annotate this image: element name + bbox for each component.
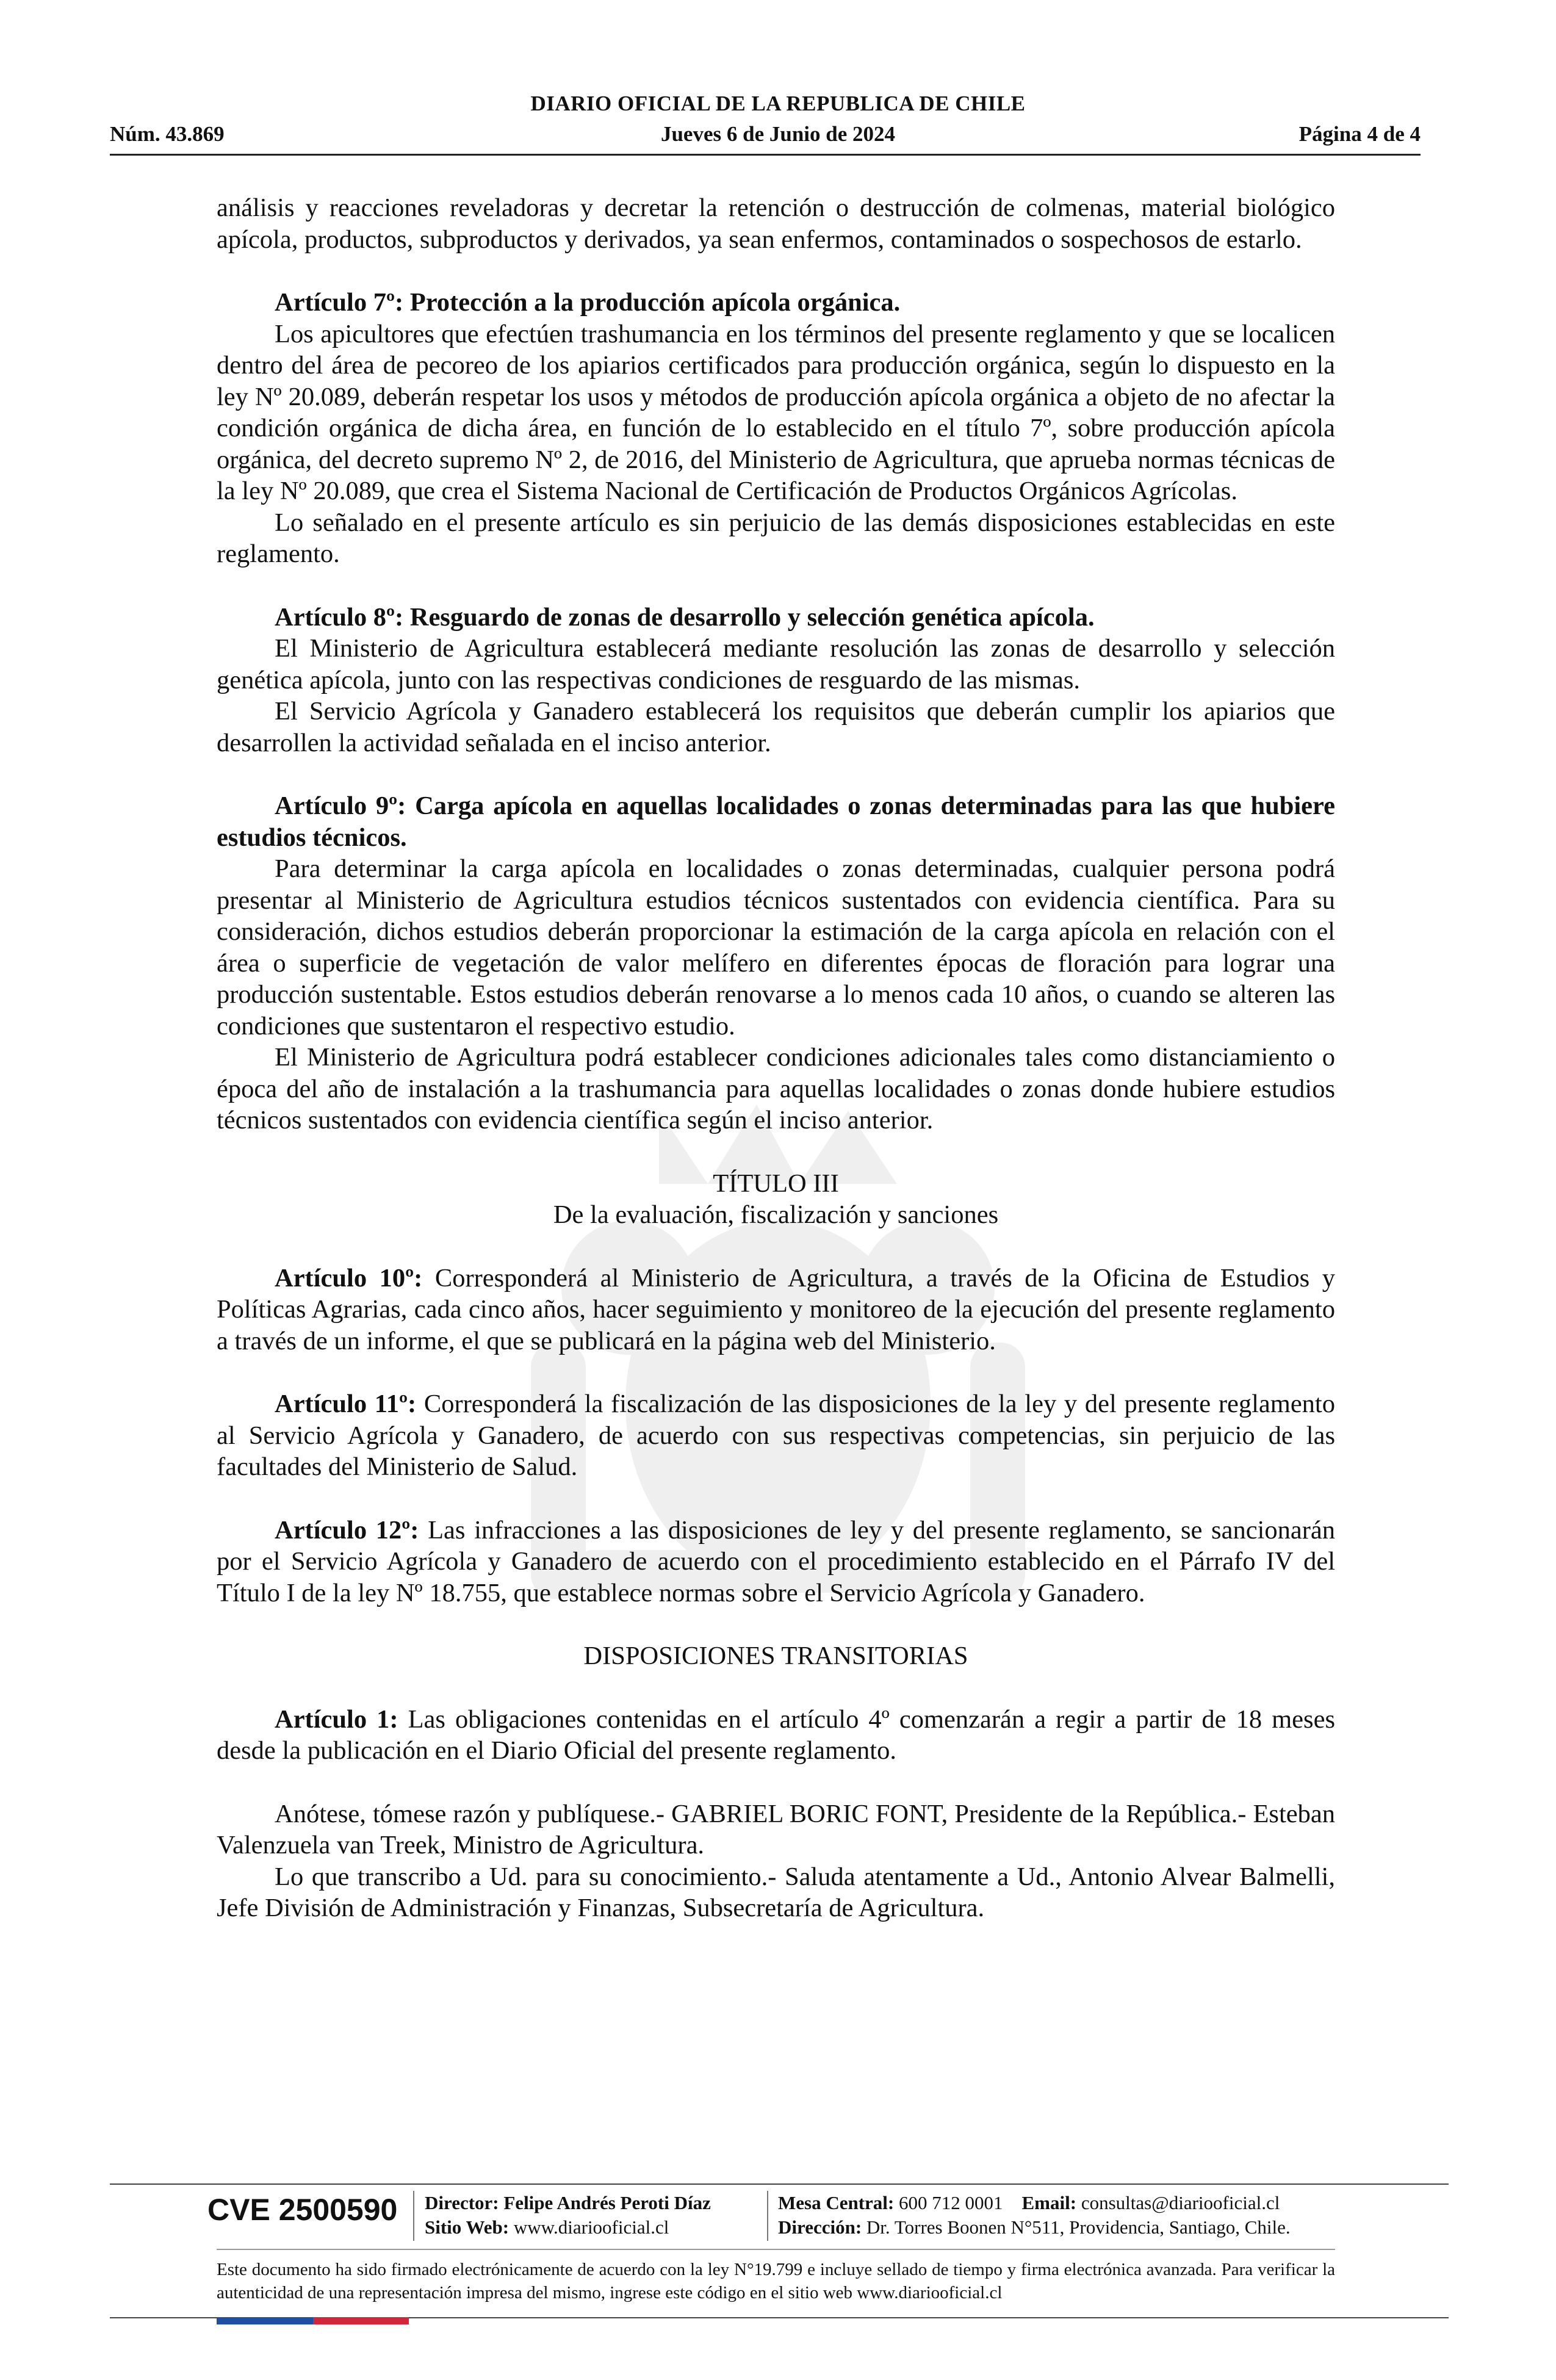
transitory-article-1-label: Artículo 1: bbox=[275, 1704, 398, 1734]
footer-director-block bbox=[425, 2191, 711, 2240]
closing-paragraph-1: Anótese, tómese razón y publíquese.- GABRIEL BORIC FONT, Presidente de la República.- Esteban Valenzuela van Treek, Ministro de Agricultura. bbox=[217, 1799, 1335, 1859]
digital-signature-note: Este documento ha sido firmado electrónicamente de acuerdo con la ley N°19.799 e incluye sellado de tiempo y firma electrónica avanzada. Para verificar la autenticidad de una representación impresa del mismo, ingrese este código en el sitio web www.diariooficial.cl bbox=[217, 2260, 1335, 2302]
article-7-paragraph-1: Los apicultores que efectúen trashumancia en los términos del presente reglamento y que se localicen dentro del área de pecoreo de los apiarios certificados para producción orgánica, según lo dispuesto en la ley Nº 20.089, deberán respetar los usos y métodos de producción apícola orgánica a objeto de no afectar la condición orgánica de dicha área, en función de lo establecido en el título 7º, sobre producción apícola orgánica, del decreto supremo Nº 2, de 2016, del Ministerio de Agricultura, que aprueba normas técnicas de la ley Nº 20.089, que crea el Sistema Nacional de Certificación de Productos Orgánicos Agrícolas. bbox=[217, 319, 1335, 505]
flag-blue-band bbox=[217, 2317, 313, 2324]
title-3-heading: TÍTULO III bbox=[713, 1169, 839, 1198]
phone-value: 600 712 0001 bbox=[899, 2192, 1003, 2213]
address-label: Dirección: bbox=[778, 2216, 862, 2238]
transitory-provisions-heading: DISPOSICIONES TRANSITORIAS bbox=[583, 1642, 968, 1670]
email-link[interactable]: consultas@diariooficial.cl bbox=[1081, 2192, 1280, 2213]
issue-date: Jueves 6 de Junio de 2024 bbox=[660, 122, 896, 146]
footer-separator bbox=[413, 2191, 414, 2241]
article-9-paragraph-2: El Ministerio de Agricultura podrá establecer condiciones adicionales tales como distanciamiento o época del año de instalación a la trashumancia para aquellas localidades o zonas donde hubiere estudios técnicos sustentados con evidencia científica según el inciso anterior. bbox=[217, 1043, 1335, 1134]
article-12 bbox=[217, 1515, 1335, 1609]
cve-code: CVE 2500590 bbox=[207, 2193, 398, 2227]
footer-top-divider bbox=[110, 2183, 1449, 2185]
phone-label: Mesa Central: bbox=[778, 2192, 895, 2213]
article-9-title: Artículo 9º: Carga apícola en aquellas localidades o zonas determinadas para las que hubiere estudios técnicos. bbox=[217, 792, 1335, 852]
footer-middle-divider bbox=[217, 2249, 1335, 2250]
article-11-label: Artículo 11º: bbox=[275, 1390, 417, 1418]
article-8-paragraph-2: El Servicio Agrícola y Ganadero establecerá los requisitos que deberán cumplir los apiarios que desarrollen la actividad señalada en el inciso anterior. bbox=[217, 697, 1335, 757]
issue-number: Núm. 43.869 bbox=[110, 122, 225, 146]
publication-title: DIARIO OFICIAL DE LA REPUBLICA DE CHILE bbox=[530, 92, 1026, 115]
email-label: Email: bbox=[1021, 2192, 1077, 2213]
header-divider bbox=[110, 154, 1421, 156]
article-8-title: Artículo 8º: Resguardo de zonas de desarrollo y selección genética apícola. bbox=[275, 602, 1095, 632]
address-value: Dr. Torres Boonen N°511, Providencia, Santiago, Chile. bbox=[866, 2216, 1291, 2238]
flag-stripe bbox=[217, 2317, 409, 2324]
article-10-text: Corresponderá al Ministerio de Agricultura, a través de la Oficina de Estudios y Políticas Agrarias, cada cinco años, hacer seguimiento y monitoreo de la ejecución del presente reglamento a través de un informe, el que se publicará en la página web del Ministerio. bbox=[217, 1263, 1336, 1355]
website-label: Sitio Web: bbox=[425, 2216, 510, 2238]
footer-contact-block bbox=[778, 2191, 1291, 2240]
article-11 bbox=[217, 1388, 1335, 1483]
document-body bbox=[217, 192, 1335, 1924]
website-link[interactable]: www.diariooficial.cl bbox=[513, 2216, 669, 2238]
closing-paragraph-2: Lo que transcribo a Ud. para su conocimiento.- Saluda atentamente a Ud., Antonio Alvear Balmelli, Jefe División de Administración y Finanzas, Subsecretaría de Agricultura. bbox=[217, 1862, 1335, 1922]
footer-separator bbox=[767, 2191, 768, 2241]
flag-red-band bbox=[313, 2317, 409, 2324]
director-name: Felipe Andrés Peroti Díaz bbox=[503, 2192, 711, 2213]
intro-paragraph: análisis y reacciones reveladoras y decretar la retención o destrucción de colmenas, material biológico apícola, productos, subproductos y derivados, ya sean enfermos, contaminados o sospechosos de estarlo. bbox=[217, 193, 1335, 254]
article-11-text: Corresponderá la fiscalización de las disposiciones de la ley y del presente reglamento al Servicio Agrícola y Ganadero, de acuerdo con sus respectivas competencias, sin perjuicio de las facultades del Ministerio de Salud. bbox=[217, 1390, 1335, 1481]
page-indicator: Página 4 de 4 bbox=[1298, 122, 1421, 146]
article-10-label: Artículo 10º: bbox=[275, 1263, 423, 1293]
transitory-article-1-text: Las obligaciones contenidas en el artículo 4º comenzarán a regir a partir de 18 meses desde la publicación en el Diario Oficial del presente reglamento. bbox=[217, 1704, 1335, 1765]
title-3-subheading: De la evaluación, fiscalización y sanciones bbox=[553, 1200, 999, 1229]
article-7-paragraph-2: Lo señalado en el presente artículo es sin perjuicio de las demás disposiciones establecidas en este reglamento. bbox=[217, 508, 1335, 568]
transitory-article-1 bbox=[217, 1704, 1335, 1767]
director-label: Director: bbox=[425, 2192, 499, 2213]
article-12-text: Las infracciones a las disposiciones de ley y del presente reglamento, se sancionarán por el Servicio Agrícola y Ganadero de acuerdo con el procedimiento establecido en el Párrafo IV del Título I de la ley Nº 18.755, que establece normas sobre el Servicio Agrícola y Ganadero. bbox=[217, 1515, 1335, 1607]
article-9-paragraph-1: Para determinar la carga apícola en localidades o zonas determinadas, cualquier persona podrá presentar al Ministerio de Agricultura estudios técnicos sustentados con evidencia científica. Para su consideración, dichos estudios deberán proporcionar la estimación de la carga apícola en relación con el área o superficie de vegetación de valor melífero en diferentes épocas de floración para lograr una producción sustentable. Estos estudios deberán renovarse a lo menos cada 10 años, o cuando se alteren las condiciones que sustentaron el respectivo estudio. bbox=[217, 854, 1335, 1040]
article-10 bbox=[217, 1263, 1335, 1357]
article-7-title: Artículo 7º: Protección a la producción apícola orgánica. bbox=[275, 288, 901, 317]
article-12-label: Artículo 12º: bbox=[275, 1515, 419, 1545]
article-8-paragraph-1: El Ministerio de Agricultura establecerá mediante resolución las zonas de desarrollo y selección genética apícola, junto con las respectivas condiciones de resguardo de las mismas. bbox=[217, 634, 1335, 694]
